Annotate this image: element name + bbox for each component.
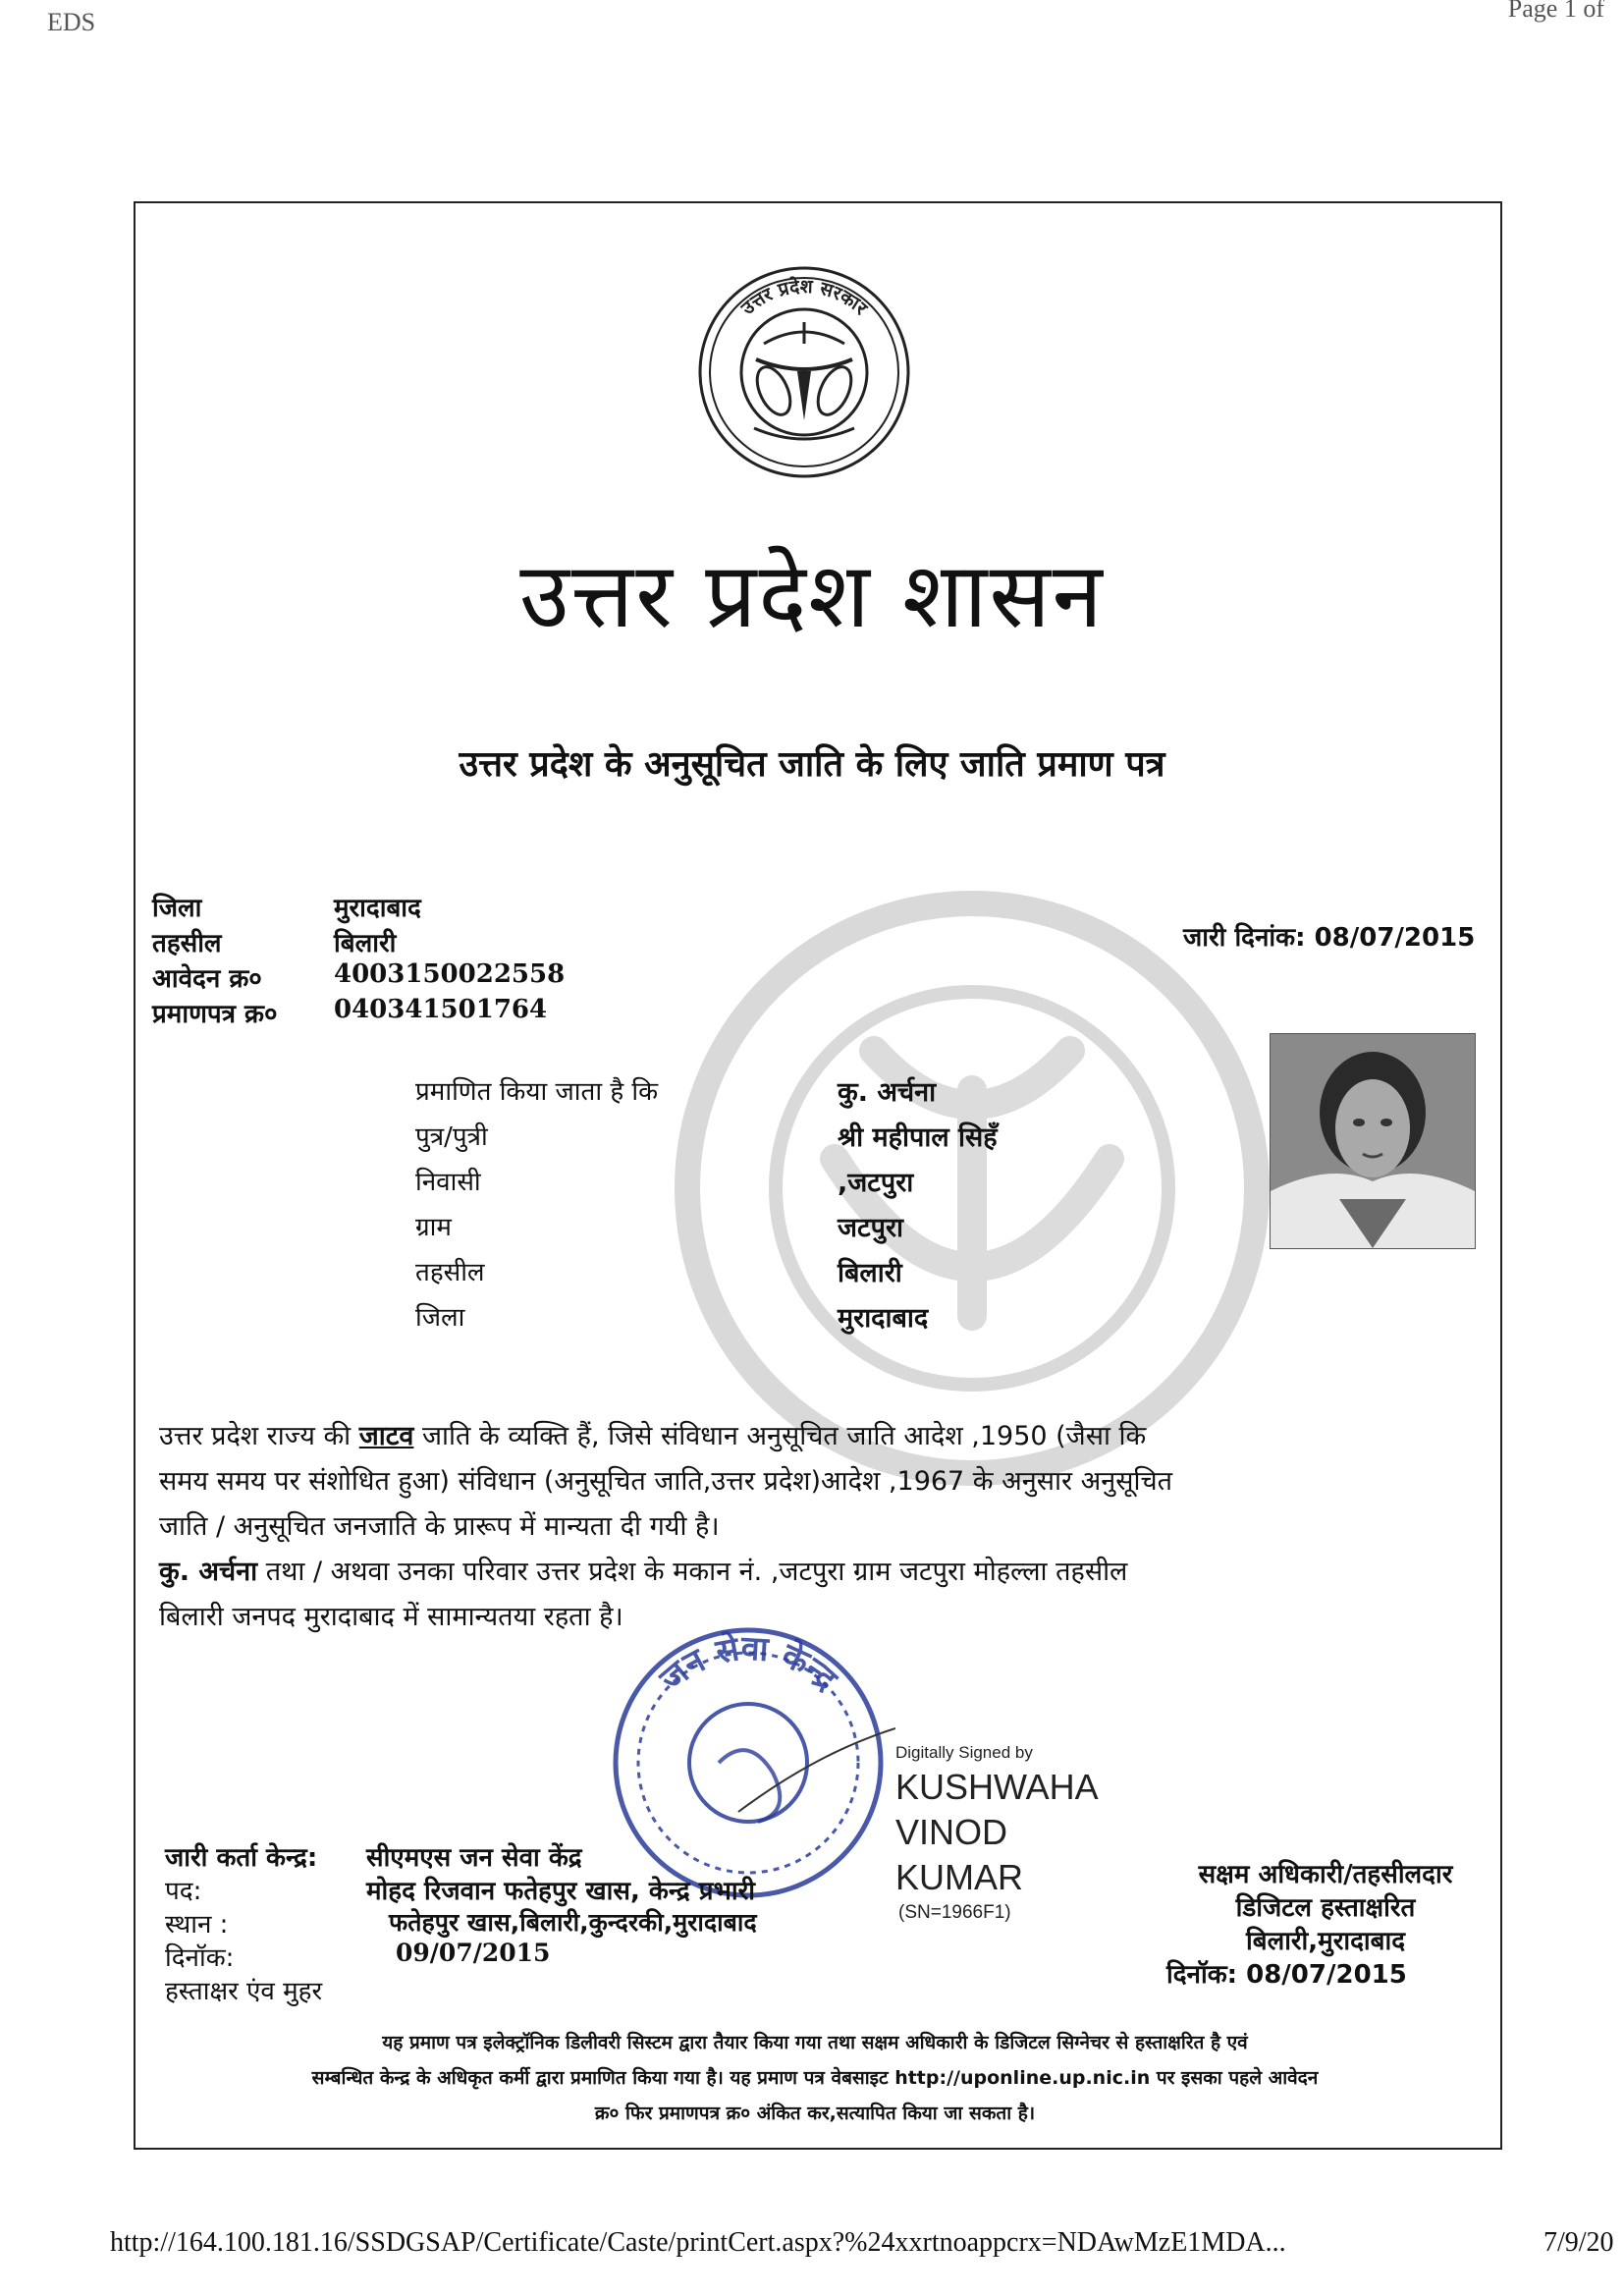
issue-date: जारी दिनांक: 08/07/2015: [1183, 923, 1476, 953]
detail-row: [415, 1253, 1122, 1298]
issuer-center: सीएमएस जन सेवा केंद्र: [366, 1843, 582, 1873]
page-footer-url: http://164.100.181.16/SSDGSAP/Certificate/Caste/printCert.aspx?%24xxrtnoappcrx=NDAwMzE1MDA...: [110, 2227, 1286, 2258]
parent-name: श्री महीपाल सिहँ: [838, 1122, 998, 1153]
digital-signature-caption: Digitally Signed by: [895, 1743, 1033, 1762]
detail-label: तहसील: [415, 1258, 485, 1287]
issuer-label: हस्ताक्षर एंव मुहर: [165, 1977, 323, 2006]
certificate-subtitle: उत्तर प्रदेश के अनुसूचित जाति के लिए जाति प्रमाण पत्र: [459, 744, 1165, 785]
issuer-row: [165, 1939, 911, 1972]
meta-value: बिलारी: [334, 929, 397, 958]
meta-row: [152, 889, 565, 924]
meta-row: [152, 924, 565, 959]
meta-label: जिला: [152, 894, 202, 923]
meta-label: तहसील: [152, 929, 222, 958]
applicant-name: कु. अर्चना: [838, 1077, 937, 1108]
detail-value: जटपुरा: [838, 1213, 904, 1243]
issuer-label: पद:: [165, 1877, 202, 1906]
signer-name-line: KUSHWAHA: [895, 1767, 1099, 1807]
person-photo-icon: [1271, 1034, 1475, 1248]
detail-row: [415, 1118, 1122, 1163]
meta-block: [152, 889, 565, 1030]
page-header-left: EDS: [47, 8, 96, 36]
emblem-text: उत्तर प्रदेश सरकार: [736, 275, 872, 320]
up-government-emblem-icon: [695, 263, 913, 481]
details-block: [415, 1072, 1122, 1343]
meta-label: आवेदन क्र०: [152, 964, 262, 994]
meta-row: [152, 995, 565, 1030]
body-text: तथा / अथवा उनका परिवार उत्तर प्रदेश के मकान नं. ,जटपुरा ग्राम जटपुरा मोहल्ला तहसील: [257, 1557, 1128, 1587]
signature-serial: (SN=1966F1): [898, 1902, 1011, 1923]
meta-value: मुरादाबाद: [334, 894, 421, 923]
detail-row: [415, 1298, 1122, 1343]
detail-label: जिला: [415, 1303, 465, 1333]
authority-date: दिनॉक: 08/07/2015: [1166, 1960, 1407, 1990]
signer-name-line: KUMAR: [895, 1857, 1024, 1897]
detail-label: ग्राम: [415, 1213, 452, 1242]
detail-row: [415, 1072, 1122, 1118]
application-number: 4003150022558: [334, 959, 566, 989]
caste-name: जाटव: [358, 1421, 414, 1451]
detail-label: प्रमाणित किया जाता है कि: [415, 1077, 659, 1107]
body-text: उत्तर प्रदेश राज्य की: [159, 1421, 359, 1451]
footer-note-line: क्र० फिर प्रमाणपत्र क्र० अंकित कर,सत्यापित किया जा सकता है।: [594, 2103, 1036, 2124]
body-line: समय समय पर संशोधित हुआ) संविधान (अनुसूचित जाति,उत्तर प्रदेश)आदेश ,1967 के अनुसार अनुसूचित: [159, 1466, 1173, 1497]
page-header-right: Page 1 of: [1507, 0, 1604, 23]
body-line: [159, 1414, 1465, 1459]
applicant-photo: [1270, 1033, 1476, 1249]
issuer-label: दिनॉक:: [165, 1943, 235, 1973]
issuer-date: 09/07/2015: [396, 1939, 551, 1967]
detail-value: बिलारी: [838, 1258, 902, 1288]
detail-value: ,जटपुरा: [838, 1168, 914, 1198]
certificate-number: 040341501764: [334, 995, 548, 1024]
issuer-row: [165, 1872, 911, 1905]
svg-text:जन सेवा केन्द्र: [651, 1628, 845, 1700]
signer-name-line: VINOD: [895, 1812, 1008, 1852]
issuer-row: [165, 1838, 911, 1872]
authority-title: सक्षम अधिकारी/तहसीलदार: [1198, 1860, 1453, 1889]
footer-note-line: सम्बन्धित केन्द्र के अधिकृत कर्मी द्वारा प्रमाणित किया गया है। यह प्रमाण पत्र वेबसाइट http://uponline.up.nic.in पर इसका पहले आवेदन: [311, 2067, 1319, 2089]
detail-value: मुरादाबाद: [838, 1303, 929, 1334]
body-line: जाति / अनुसूचित जनजाति के प्रारूप में मान्यता दी गयी है।: [159, 1511, 720, 1542]
applicant-name-body: कु. अर्चना: [159, 1557, 258, 1587]
issuer-block: [165, 1838, 911, 2005]
svg-text:उत्तर प्रदेश सरकार: [736, 275, 872, 320]
detail-label: पुत्र/पुत्री: [415, 1122, 488, 1152]
issuer-post: मोहद रिजवान फतेहपुर खास, केन्द्र प्रभारी: [366, 1877, 755, 1906]
digital-signature-name: [895, 1765, 1099, 1900]
meta-label: प्रमाणपत्र क्र०: [152, 1000, 278, 1029]
issuer-row: [165, 1905, 911, 1939]
footer-note-line: यह प्रमाण पत्र इलेक्ट्रॉनिक डिलीवरी सिस्टम द्वारा तैयार किया गया तथा सक्षम अधिकारी के डिजिटल सिग्नेचर से हस्ताक्षरित है एवं: [382, 2032, 1248, 2053]
authority-location: बिलारी,मुरादाबाद: [1245, 1927, 1406, 1956]
detail-row: [415, 1163, 1122, 1208]
body-line: बिलारी जनपद मुरादाबाद में सामान्यतया रहता है।: [159, 1602, 623, 1632]
issuer-label: जारी कर्ता केन्द्र:: [165, 1843, 318, 1873]
issuer-row: [165, 1972, 911, 2005]
meta-row: [152, 959, 565, 995]
authority-block: [1139, 1858, 1512, 1992]
main-title: उत्तर प्रदेश शासन: [519, 543, 1105, 648]
body-text: जाति के व्यक्ति हैं, जिसे संविधान अनुसूचित जाति आदेश ,1950 (जैसा कि: [413, 1421, 1147, 1451]
authority-signature-status: डिजिटल हस्ताक्षरित: [1235, 1893, 1416, 1923]
issuer-place: फतेहपुर खास,बिलारी,कुन्दरकी,मुरादाबाद: [389, 1908, 757, 1937]
stamp-text: जन सेवा केन्द्र: [652, 1628, 845, 1700]
issuer-label: स्थान :: [165, 1910, 229, 1940]
footer-note: [147, 2025, 1483, 2131]
body-line: [159, 1550, 1465, 1595]
certificate-body: [159, 1414, 1465, 1640]
page-footer-date: 7/9/20: [1543, 2227, 1614, 2258]
detail-row: [415, 1208, 1122, 1253]
detail-label: निवासी: [415, 1168, 481, 1197]
